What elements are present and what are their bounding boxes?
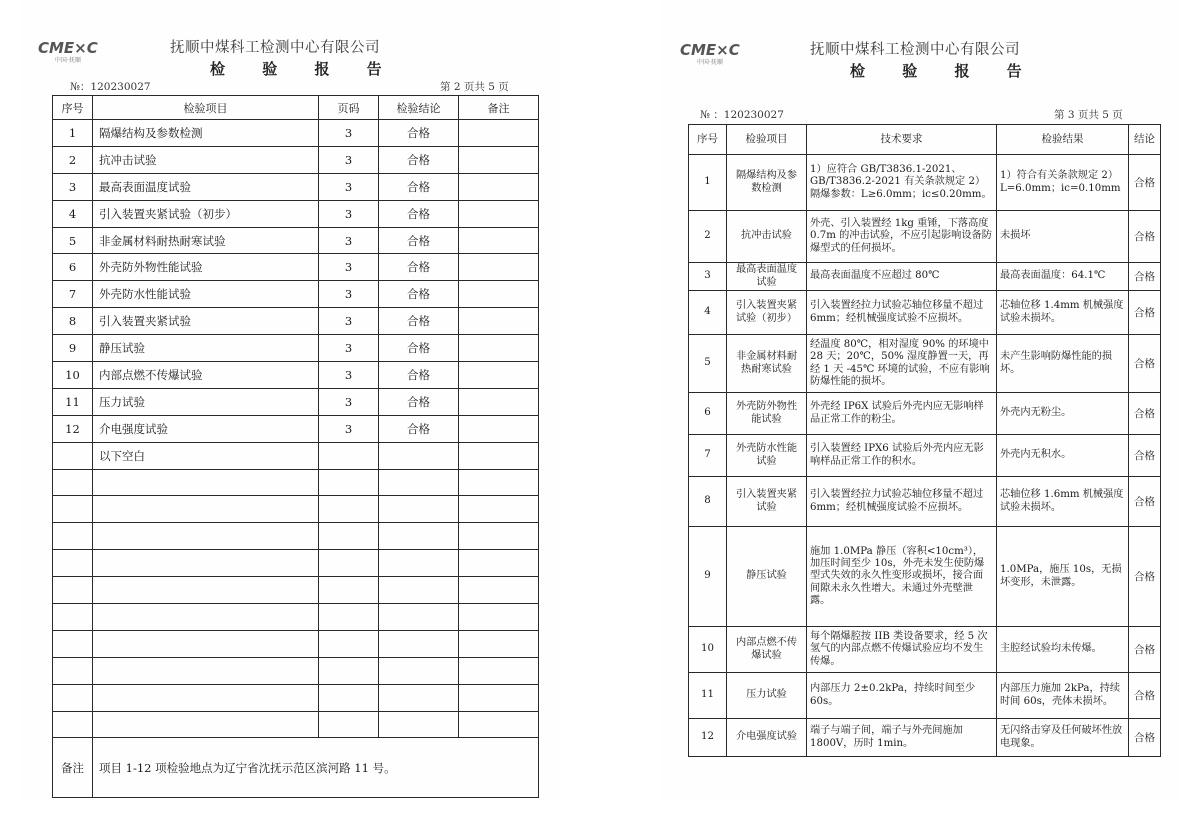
- row-no: [53, 711, 93, 738]
- row-requirement: 内部压力 2±0.2kPa，持续时间至少 60s。: [807, 673, 997, 719]
- row-conclusion: 合格: [1129, 155, 1161, 211]
- row-no: 7: [689, 435, 727, 477]
- row-no: 8: [53, 308, 93, 335]
- row-remark: [459, 415, 539, 442]
- row-remark: [459, 388, 539, 415]
- company-logo: CME×C 中国·抚顺: [680, 41, 740, 66]
- row-remark: [459, 604, 539, 631]
- table-row: [53, 254, 539, 281]
- row-requirement: 引入装置经拉力试验芯轴位移量不超过 6mm；经机械强度试验不应损坏。: [807, 477, 997, 527]
- table-row: [53, 523, 539, 550]
- row-requirement: 外壳、引入装置经 1kg 重锤，下落高度 0.7m 的冲击试验，不应引起影响设备防爆型式的任何损坏。: [807, 211, 997, 263]
- row-no: 6: [689, 393, 727, 435]
- row-item: 外壳防外物性能试验: [93, 254, 319, 281]
- row-page: 3: [319, 388, 379, 415]
- row-item: 以下空白: [93, 442, 319, 469]
- row-item: [93, 711, 319, 738]
- row-page: [319, 630, 379, 657]
- row-item: 非金属材料耐热耐寒试验: [93, 227, 319, 254]
- row-no: [53, 550, 93, 577]
- row-result: 1）符合有关条款规定 2） L=6.0mm；ic=0.10mm: [997, 155, 1129, 211]
- row-conclusion: 合格: [379, 362, 459, 389]
- row-no: 7: [53, 281, 93, 308]
- row-requirement: 每个隔爆腔按 IIB 类设备要求，经 5 次氢气的内部点燃不传爆试验应均不发生传爆。: [807, 627, 997, 673]
- row-conclusion: [379, 657, 459, 684]
- table-row: [689, 477, 1161, 527]
- row-no: [53, 496, 93, 523]
- row-item: 引入装置夹紧试验: [727, 477, 807, 527]
- report-title: 检 验 报 告: [850, 62, 1038, 80]
- row-no: [53, 657, 93, 684]
- row-remark: [459, 227, 539, 254]
- row-page: [319, 523, 379, 550]
- row-conclusion: 合格: [379, 146, 459, 173]
- company-logo: CME×C 中国·抚顺: [38, 39, 98, 64]
- header-no: 序号: [689, 125, 727, 155]
- row-item: 外壳防水性能试验: [93, 281, 319, 308]
- table-row: [53, 173, 539, 200]
- table-row: [53, 550, 539, 577]
- row-no: 4: [689, 291, 727, 335]
- row-remark: [459, 523, 539, 550]
- row-no: 1: [689, 155, 727, 211]
- table-row: [53, 684, 539, 711]
- row-item: 隔爆结构及参数检测: [727, 155, 807, 211]
- row-conclusion: [379, 550, 459, 577]
- row-no: [53, 469, 93, 496]
- table-row: [53, 657, 539, 684]
- table-row: [53, 120, 539, 147]
- row-item: 外壳防水性能试验: [727, 435, 807, 477]
- row-conclusion: 合格: [379, 120, 459, 147]
- row-no: 9: [689, 527, 727, 627]
- row-requirement: 经温度 80℃，相对湿度 90% 的环境中 28 天；20℃，50% 湿度静置一天，再经 1 天 -45℃ 环境的试验，不应有影响防爆性能的损坏。: [807, 335, 997, 393]
- row-conclusion: [379, 684, 459, 711]
- row-item: [93, 657, 319, 684]
- row-no: 12: [689, 719, 727, 757]
- row-page: 3: [319, 281, 379, 308]
- row-remark: [459, 469, 539, 496]
- row-item: 介电强度试验: [93, 415, 319, 442]
- table-row: [53, 415, 539, 442]
- row-item: 引入装置夹紧试验（初步）: [93, 200, 319, 227]
- row-remark: [459, 630, 539, 657]
- row-result: 芯轴位移 1.6mm 机械强度试验未损坏。: [997, 477, 1129, 527]
- report-page-3: [660, 0, 1180, 800]
- report-number: №：120230027: [70, 81, 151, 93]
- header-requirement: 技术要求: [807, 125, 997, 155]
- inspection-summary-table: [52, 95, 539, 798]
- header-item: 检验项目: [93, 96, 319, 120]
- row-item: 抗冲击试验: [727, 211, 807, 263]
- row-item: [93, 577, 319, 604]
- row-requirement: 端子与端子间，端子与外壳间施加 1800V，历时 1min。: [807, 719, 997, 757]
- row-requirement: 外壳经 IP6X 试验后外壳内应无影响样品正常工作的粉尘。: [807, 393, 997, 435]
- row-page: 3: [319, 308, 379, 335]
- header-result: 检验结果: [997, 125, 1129, 155]
- row-conclusion: 合格: [379, 227, 459, 254]
- row-result: 外壳内无粉尘。: [997, 393, 1129, 435]
- table-row: [53, 496, 539, 523]
- table-row: [53, 362, 539, 389]
- row-item: 压力试验: [727, 673, 807, 719]
- row-no: [53, 630, 93, 657]
- row-no: [53, 684, 93, 711]
- row-page: [319, 550, 379, 577]
- row-conclusion: 合格: [1129, 477, 1161, 527]
- table-row: [53, 604, 539, 631]
- row-item: 抗冲击试验: [93, 146, 319, 173]
- row-result: 1.0MPa，施压 10s，无损坏变形，未泄露。: [997, 527, 1129, 627]
- table-row: [689, 719, 1161, 757]
- row-conclusion: 合格: [1129, 627, 1161, 673]
- header-item: 检验项目: [727, 125, 807, 155]
- table-row: [53, 200, 539, 227]
- table-header-row: [53, 96, 539, 120]
- row-remark: [459, 362, 539, 389]
- row-requirement: 施加 1.0MPa 静压（容积<10cm³），加压时间至少 10s，外壳未发生使防爆型式失效的永久性变形或损坏，接合面间隙未永久性增大。未通过外壳壁泄露。: [807, 527, 997, 627]
- row-no: 11: [53, 388, 93, 415]
- header-no: 序号: [53, 96, 93, 120]
- row-page: 3: [319, 335, 379, 362]
- row-no: 12: [53, 415, 93, 442]
- row-conclusion: [379, 442, 459, 469]
- row-no: 11: [689, 673, 727, 719]
- row-remark: [459, 442, 539, 469]
- row-remark: [459, 684, 539, 711]
- row-result: 未损坏: [997, 211, 1129, 263]
- row-conclusion: [379, 630, 459, 657]
- row-item: 介电强度试验: [727, 719, 807, 757]
- row-page: [319, 442, 379, 469]
- company-name: 抚顺中煤科工检测中心有限公司: [170, 40, 380, 56]
- row-result: 无闪络击穿及任何破坏性放电现象。: [997, 719, 1129, 757]
- row-item: [93, 630, 319, 657]
- table-row: [53, 469, 539, 496]
- row-page: [319, 469, 379, 496]
- row-conclusion: 合格: [379, 335, 459, 362]
- row-result: 主腔经试验均未传爆。: [997, 627, 1129, 673]
- row-conclusion: [379, 604, 459, 631]
- remark-text: 项目 1-12 项检验地点为辽宁省沈抚示范区滨河路 11 号。: [93, 738, 539, 798]
- row-no: [53, 577, 93, 604]
- row-no: 2: [53, 146, 93, 173]
- table-row: [689, 155, 1161, 211]
- table-row: [689, 211, 1161, 263]
- row-conclusion: 合格: [1129, 673, 1161, 719]
- table-row: [689, 335, 1161, 393]
- header-conclusion: 检验结论: [379, 96, 459, 120]
- row-item: 最高表面温度试验: [727, 263, 807, 291]
- row-item: 非金属材料耐热耐寒试验: [727, 335, 807, 393]
- table-row: [53, 281, 539, 308]
- row-remark: [459, 711, 539, 738]
- row-no: 10: [689, 627, 727, 673]
- table-row: [53, 577, 539, 604]
- row-conclusion: 合格: [1129, 393, 1161, 435]
- row-no: 9: [53, 335, 93, 362]
- row-item: 静压试验: [93, 335, 319, 362]
- row-no: [53, 442, 93, 469]
- row-item: 静压试验: [727, 527, 807, 627]
- row-no: 10: [53, 362, 93, 389]
- report-number: № ：120230027: [700, 109, 784, 121]
- row-no: 3: [689, 263, 727, 291]
- row-conclusion: 合格: [1129, 211, 1161, 263]
- row-item: [93, 684, 319, 711]
- row-no: 6: [53, 254, 93, 281]
- row-page: [319, 604, 379, 631]
- row-conclusion: 合格: [379, 173, 459, 200]
- row-page: [319, 577, 379, 604]
- row-page: 3: [319, 173, 379, 200]
- row-item: [93, 550, 319, 577]
- row-result: 未产生影响防爆性能的损坏。: [997, 335, 1129, 393]
- row-remark: [459, 254, 539, 281]
- table-row: [53, 146, 539, 173]
- row-result: 外壳内无积水。: [997, 435, 1129, 477]
- row-item: 内部点燃不传爆试验: [727, 627, 807, 673]
- row-conclusion: 合格: [379, 388, 459, 415]
- row-page: 3: [319, 227, 379, 254]
- row-conclusion: 合格: [379, 200, 459, 227]
- table-row: [53, 442, 539, 469]
- row-conclusion: [379, 523, 459, 550]
- row-no: 8: [689, 477, 727, 527]
- row-conclusion: 合格: [1129, 263, 1161, 291]
- row-remark: [459, 577, 539, 604]
- row-remark: [459, 173, 539, 200]
- row-remark: [459, 120, 539, 147]
- row-item: [93, 469, 319, 496]
- page-number: 第 2 页共 5 页: [440, 81, 509, 93]
- row-page: 3: [319, 415, 379, 442]
- row-item: 外壳防外物性能试验: [727, 393, 807, 435]
- remark-row: [53, 738, 539, 798]
- row-page: [319, 496, 379, 523]
- row-page: 3: [319, 362, 379, 389]
- row-conclusion: 合格: [1129, 719, 1161, 757]
- row-item: 内部点燃不传爆试验: [93, 362, 319, 389]
- remark-label: 备注: [53, 738, 93, 798]
- row-item: [93, 496, 319, 523]
- row-item: 引入装置夹紧试验（初步）: [727, 291, 807, 335]
- row-conclusion: 合格: [379, 308, 459, 335]
- table-header-row: [689, 125, 1161, 155]
- table-row: [53, 308, 539, 335]
- table-row: [689, 673, 1161, 719]
- header-page: 页码: [319, 96, 379, 120]
- row-conclusion: 合格: [379, 281, 459, 308]
- row-page: [319, 684, 379, 711]
- row-conclusion: 合格: [379, 415, 459, 442]
- row-item: [93, 604, 319, 631]
- row-conclusion: 合格: [1129, 291, 1161, 335]
- row-remark: [459, 146, 539, 173]
- row-no: 2: [689, 211, 727, 263]
- row-result: 最高表面温度：64.1℃: [997, 263, 1129, 291]
- row-no: 1: [53, 120, 93, 147]
- table-row: [53, 630, 539, 657]
- row-conclusion: 合格: [1129, 335, 1161, 393]
- header-remark: 备注: [459, 96, 539, 120]
- row-item: 隔爆结构及参数检测: [93, 120, 319, 147]
- row-conclusion: 合格: [379, 254, 459, 281]
- table-row: [53, 227, 539, 254]
- table-row: [53, 711, 539, 738]
- row-conclusion: 合格: [1129, 527, 1161, 627]
- row-page: 3: [319, 200, 379, 227]
- table-row: [689, 527, 1161, 627]
- row-requirement: 引入装置经 IPX6 试验后外壳内应无影响样品正常工作的积水。: [807, 435, 997, 477]
- row-conclusion: [379, 711, 459, 738]
- row-requirement: 引入装置经拉力试验芯轴位移量不超过 6mm；经机械强度试验不应损坏。: [807, 291, 997, 335]
- inspection-detail-table: [688, 124, 1161, 757]
- row-requirement: 最高表面温度不应超过 80℃: [807, 263, 997, 291]
- page-number: 第 3 页共 5 页: [1054, 109, 1123, 121]
- row-remark: [459, 550, 539, 577]
- table-row: [53, 388, 539, 415]
- row-conclusion: 合格: [1129, 435, 1161, 477]
- table-row: [689, 393, 1161, 435]
- row-result: 芯轴位移 1.4mm 机械强度试验未损坏。: [997, 291, 1129, 335]
- row-remark: [459, 308, 539, 335]
- row-conclusion: [379, 577, 459, 604]
- row-requirement: 1）应符合 GB/T3836.1-2021、GB/T3836.2-2021 有关条款规定 2）隔爆参数：L≥6.0mm；ic≤0.20mm。: [807, 155, 997, 211]
- row-remark: [459, 200, 539, 227]
- report-title: 检 验 报 告: [210, 60, 398, 78]
- row-page: 3: [319, 146, 379, 173]
- table-row: [53, 335, 539, 362]
- row-item: [93, 523, 319, 550]
- header-conclusion: 结论: [1129, 125, 1161, 155]
- row-conclusion: [379, 496, 459, 523]
- row-result: 内部压力施加 2kPa，持续时间 60s，壳体未损坏。: [997, 673, 1129, 719]
- row-remark: [459, 657, 539, 684]
- row-remark: [459, 335, 539, 362]
- company-name: 抚顺中煤科工检测中心有限公司: [810, 42, 1020, 58]
- report-page-2: [20, 0, 560, 800]
- row-no: 4: [53, 200, 93, 227]
- row-no: 5: [53, 227, 93, 254]
- table-row: [689, 627, 1161, 673]
- row-no: 5: [689, 335, 727, 393]
- table-row: [689, 435, 1161, 477]
- row-no: [53, 604, 93, 631]
- row-item: 引入装置夹紧试验: [93, 308, 319, 335]
- row-page: [319, 657, 379, 684]
- row-page: [319, 711, 379, 738]
- row-no: [53, 523, 93, 550]
- table-row: [689, 291, 1161, 335]
- row-remark: [459, 281, 539, 308]
- row-page: 3: [319, 254, 379, 281]
- row-remark: [459, 496, 539, 523]
- row-no: 3: [53, 173, 93, 200]
- row-item: 最高表面温度试验: [93, 173, 319, 200]
- table-row: [689, 263, 1161, 291]
- row-conclusion: [379, 469, 459, 496]
- row-page: 3: [319, 120, 379, 147]
- row-item: 压力试验: [93, 388, 319, 415]
